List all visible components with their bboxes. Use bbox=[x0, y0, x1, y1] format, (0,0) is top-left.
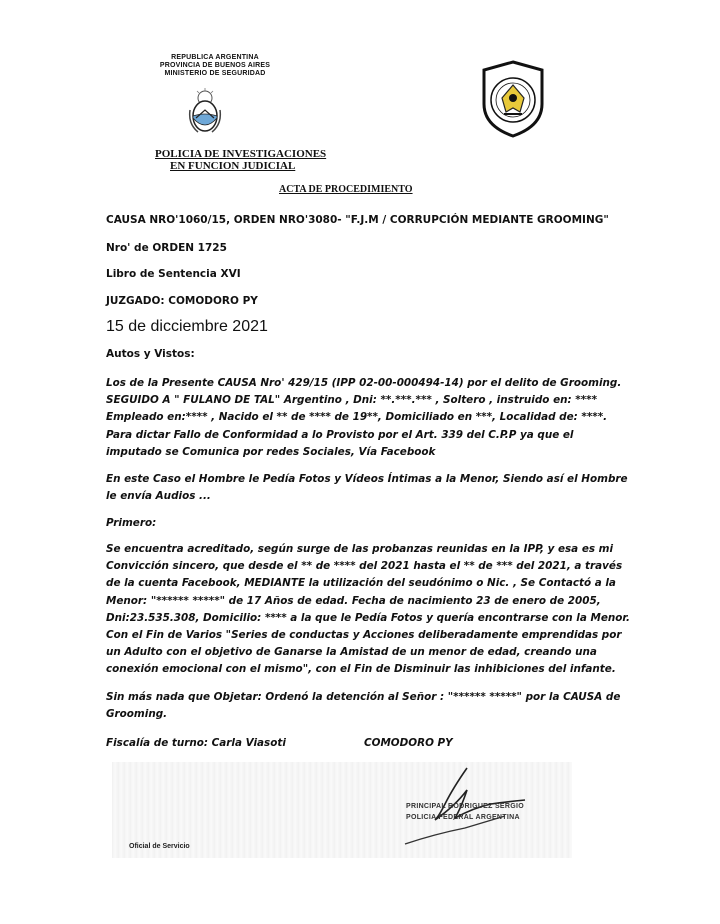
causa-line: CAUSA NRO'1060/15, ORDEN NRO'3080- "F.J.M / CORRUPCIÓN MEDIANTE GROOMING" bbox=[106, 214, 609, 226]
republica-label: REPUBLICA ARGENTINA bbox=[171, 54, 259, 61]
juzgado-line: JUZGADO: COMODORO PY bbox=[106, 295, 258, 307]
ministry-header bbox=[140, 54, 290, 78]
primero-heading: Primero: bbox=[106, 517, 157, 529]
police-title bbox=[155, 148, 326, 172]
police-title-line1: POLICIA DE INVESTIGACIONES bbox=[155, 148, 327, 160]
libro-line: Libro de Sentencia XVI bbox=[106, 268, 241, 280]
lugar-line: COMODORO PY bbox=[364, 737, 453, 749]
signature-org: POLICIA FEDERAL ARGENTINA bbox=[406, 814, 520, 821]
ministerio-label: MINISTERIO DE SEGURIDAD bbox=[164, 70, 266, 77]
oficial-label: Oficial de Servicio bbox=[129, 843, 190, 850]
document-date: 15 de dicciembre 2021 bbox=[106, 318, 268, 335]
autos-heading: Autos y Vistos: bbox=[106, 348, 195, 360]
signature-name: PRINCIPAL RODRIGUEZ SERGIO bbox=[406, 803, 524, 810]
police-badge-icon bbox=[480, 60, 546, 138]
document-title: ACTA DE PROCEDIMIENTO bbox=[279, 184, 413, 195]
orden-line: Nro' de ORDEN 1725 bbox=[106, 242, 227, 254]
paragraph-orden: Sin más nada que Objetar: Ordenó la detención al Señor : "****** *****" por la CAUSA de Grooming. bbox=[106, 691, 621, 721]
paragraph-primero: Se encuentra acreditado, según surge de las probanzas reunidas en la IPP, y esa es mi Convicción sincero, que desde el ** de **** del 2021 hasta el ** de *** del 2021, a través de la cuenta Facebook, MEDIANTE la utilización del seudónimo o Nic. , Se Contactó a la Menor: "****** *****" de 17 Años de edad. Fecha de nacimiento 23 de enero de 2005, Dni:23.535.308, Domicilio: **** a la que le Pedía Fotos y quería encontrarse con la Menor. Con el Fin de Varios "Series de conductas y Acciones deliberadamente emprendidas por un Adulto con el objetivo de Ganarse la Amistad de un menor de edad, creando una conexión emocional con el mismo", con el Fin de Disminuir las inhibiciones del infante. bbox=[106, 543, 631, 676]
paragraph-caso: En este Caso el Hombre le Pedía Fotos y Vídeos Íntimas a la Menor, Siendo así el Hombre le envía Audios ... bbox=[106, 473, 628, 503]
fiscalia-line: Fiscalía de turno: Carla Viasoti bbox=[106, 737, 286, 749]
argentina-emblem-icon bbox=[186, 88, 224, 134]
provincia-label: PROVINCIA DE BUENOS AIRES bbox=[159, 62, 271, 69]
police-title-line2: EN FUNCION JUDICIAL bbox=[170, 160, 296, 172]
paragraph-causa: Los de la Presente CAUSA Nro' 429/15 (IPP 02-00-000494-14) por el delito de Grooming. SEGUIDO A " FULANO DE TAL" Argentino , Dni: **.***.*** , Soltero , instruido en: **** Empleado en:**** , Nacido el ** de **** de 19**, Domiciliado en ***, Localidad de: ****. Para dictar Fallo de Conformidad a lo Provisto por el Art. 339 del C.P.P ya que el imputado se Comunica por redes Sociales, Vía Facebook bbox=[106, 377, 622, 458]
